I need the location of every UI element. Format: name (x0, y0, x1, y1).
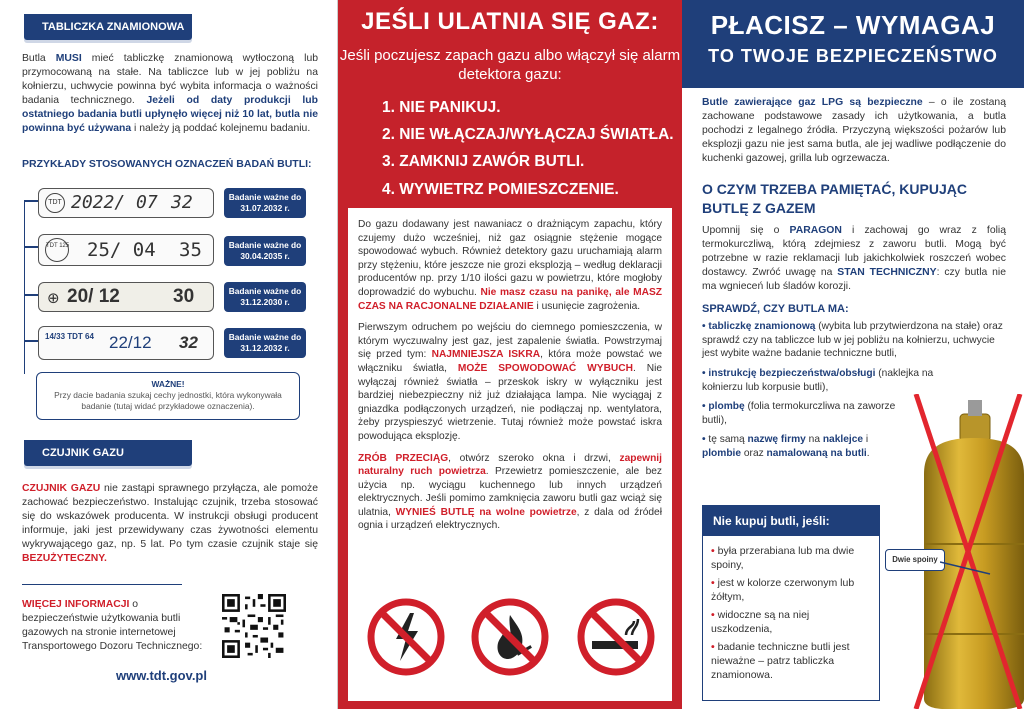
gas-leak-intro: Jeśli poczujesz zapach gazu albo włączył się alarm detektora gazu: (339, 47, 681, 83)
body-paragraph-2: Pierwszym odruchem po wejściu do ciemnego pomieszczenia, w którym wyczuwalny jest gaz, jest zapalenie światła. Powstrzymaj się przed tym: NAJMNIEJSZA ISKRA, która może powstać we włączniku światła, MOŻE SPOWODOWAĆ WYBUCH. Nie wyłączaj również światła – przeskok iskry w wyłączniku jest bardziej niebezpieczny niż już działająca lampa. Nie wyciągaj z gniazdka podłączonych urządzeń, nie podłączaj np. wentylatora, żeby przyspieszyć wietrzenie. Tutaj również może powstać iskra powodująca eksplozję. (358, 322, 663, 442)
do-not-buy-item: • była przerabiana lub ma dwie spoiny, (711, 545, 855, 571)
website-link[interactable]: www.tdt.gov.pl (116, 668, 207, 683)
right-banner (682, 0, 1024, 88)
check-item: • plombę (folia termokurczliwa na zaworze butli), (702, 401, 896, 426)
tabliczka-paragraph: Butla MUSI mieć tabliczkę znamionową wytłoczoną lub przymocowaną na stałe. Na tabliczce lub w jej pobliżu na kołnierzu, uchwycie powinna być wybita informacja o ważności badania technicznego. Jeżeli od daty produkcji lub ostatniego badania butli upłynęło więcej niż 10 lat, butla nie powinna być używana i należy ją poddać kolejnemu badaniu. (22, 53, 318, 134)
two-welds-label: Dwie spoiny (885, 549, 945, 571)
do-not-buy-item: • jest w kolorze czerwonym lub żółtym, (711, 577, 855, 603)
bracket-tick (24, 246, 38, 248)
czujnik-header: CZUJNIK GAZU (24, 440, 192, 466)
body-paragraph-3: ZRÓB PRZECIĄG, otwórz szeroko okna i drzwi, zapewnij naturalny ruch powietrza. Przewietrz pomieszczenie, ale bez użycia np. wyciągu kuchennego lub innych urządzeń elektrycznych. Jeśli pomimo zamknięcia zaworu butli gaz wciąż się ulatnia, WYNIEŚ BUTLĘ na wolne powietrze, z dala od źródeł ognia i urządzeń elektrycznych. (358, 452, 663, 532)
no-smoking-icon (576, 597, 656, 677)
valid-until-badge: Badanie ważne do 31.12.2032 r. (224, 328, 306, 358)
separator (22, 584, 182, 585)
left-column (0, 0, 338, 709)
tabliczka-header: TABLICZKA ZNAMIONOWA (24, 14, 192, 40)
buy-paragraph: Upomnij się o PARAGON i zachowaj go wraz z folią termokurczliwą, którą zdejmiesz z zaworu butli. Mogą być potrzebne w razie reklamacji lub jakichkolwiek roszczeń wobec dostawcy. Zwróć uwagę na STAN TECHNICZNY: czy butla nie ma wgnieceń lub śladów korozji. (702, 225, 1006, 292)
tdt-badge-icon: TDT (45, 193, 65, 213)
prohibition-icons (348, 583, 672, 701)
check-item: • tę samą nazwę firmy na naklejce i plombie oraz namalowaną na butli. (702, 434, 870, 459)
right-column (682, 0, 1024, 709)
body-paragraph-1: Do gazu dodawany jest nawaniacz o drażniącym zapachu, który czujemy dużo wcześniej, niż gaz osiągnie stężenie mogące spowodować wybuch. Również detektory gazu uruchamiają alarm przy stężeniu, które jeszcze nie grozi eksplozją – według deklaracji producentów np. przy 1/10 ilości gazu w powietrzu, które mogłoby doprowadzić do wybuchu. Nie masz czasu na panikę, ale MASZ CZAS NA RACJONALNE DZIAŁANIE i usunięcie zagrożenia. (358, 219, 662, 312)
no-fire-icon (470, 597, 550, 677)
more-info-paragraph: WIĘCEJ INFORMACJI o bezpieczeństwie użytkowania butli gazowych na stronie internetowej Transportowego Dozoru Technicznego: (22, 599, 203, 652)
stamp-example (38, 282, 214, 312)
middle-column (338, 0, 682, 709)
gas-leak-body (348, 208, 672, 583)
gas-leak-title: JEŚLI ULATNIA SIĘ GAZ: (361, 8, 659, 35)
qr-code-icon[interactable] (222, 594, 286, 658)
no-electricity-icon (366, 597, 446, 677)
stamp-number: 32 (171, 192, 193, 213)
stamp-example (38, 188, 214, 218)
right-subtitle: TO TWOJE BEZPIECZEŃSTWO (708, 46, 998, 66)
pointer-arrow-icon (940, 560, 1000, 580)
buy-header: O CZYM TRZEBA PAMIĘTAĆ, KUPUJĄC BUTLĘ Z GAZEM (702, 181, 967, 216)
do-not-buy-item: • badanie techniczne butli jest nieważne – patrz tabliczka znamionowa. (711, 641, 850, 681)
lpg-intro: Butle zawierające gaz LPG są bezpieczne – o ile zostaną zachowane podstawowe zasady ich użytkowania, a butla pochodzi z legalnego źródła. Przyczyną większości pożarów lub eksplozji gazu nie jest sama butla, ale jej wadliwe podłączenie do kuchenki gazowej, grilla lub ogrzewacza. (702, 97, 1006, 164)
czujnik-paragraph: CZUJNIK GAZU nie zastąpi sprawnego przyłącza, ale pomoże zachować bezpieczeństwo. Instalując czujnik, trzeba stosować się do wskazówek producenta. W instrukcji obsługi producent informuje, jaki jest przewidywany czas żywotności elementu wykrywającego gaz, np. 5 lat. Po tym czasie czujnik staje się BEZUŻYTECZNY. (22, 483, 319, 564)
tdt-badge-icon: ⊕ (47, 289, 60, 307)
stamp-date: 25/ 04 (87, 239, 156, 261)
stamp-example (38, 234, 214, 266)
step-3: 3. ZAMKNIJ ZAWÓR BUTLI. (382, 153, 585, 170)
stamp-example (38, 326, 214, 360)
do-not-buy-header: Nie kupuj butli, jeśli: (703, 506, 879, 536)
bracket-tick (24, 340, 38, 342)
stamp-number: 35 (179, 239, 202, 261)
valid-until-badge: Badanie ważne do 31.12.2030 r. (224, 282, 306, 312)
tdt-badge-icon: 14/33 TDT 64 (45, 332, 94, 341)
examples-header: PRZYKŁADY STOSOWANYCH OZNACZEŃ BADAŃ BUTLI: (22, 158, 312, 170)
stamp-number: 32 (179, 333, 198, 352)
do-not-buy-box (702, 505, 880, 701)
step-1: 1. NIE PANIKUJ. (382, 99, 501, 116)
bracket-tick (24, 294, 38, 296)
stamp-date: 20/ 12 (67, 286, 120, 307)
check-item: • tabliczkę znamionową (wybita lub przytwierdzona na stałe) oraz sprawdź czy na tabliczce lub w jej pobliżu na kołnierzu, uchwycie jest wybite ważne badanie techniczne butli, (702, 321, 1003, 359)
stamp-number: 30 (173, 286, 195, 307)
tdt-badge-icon: TDT 125 (45, 238, 69, 262)
right-title: PŁACISZ – WYMAGAJ (710, 10, 996, 40)
bracket-line (24, 200, 25, 374)
step-4: 4. WYWIETRZ POMIESZCZENIE. (382, 181, 619, 198)
important-note: WAŻNE! Przy dacie badania szukaj cechy jednostki, która wykonywała badanie (tutaj widać przykładowe oznaczenia). (36, 372, 300, 420)
step-2: 2. NIE WŁĄCZAJ/WYŁĄCZAJ ŚWIATŁA. (382, 126, 674, 143)
check-item: • instrukcję bezpieczeństwa/obsługi (naklejka na kołnierzu lub korpusie butli), (702, 368, 934, 393)
stamp-date: 2022/ 07 (71, 192, 158, 213)
check-header: SPRAWDŹ, CZY BUTLA MA: (702, 303, 849, 315)
bracket-tick (24, 200, 38, 202)
valid-until-badge: Badanie ważne do 31.07.2032 r. (224, 188, 306, 218)
valid-until-badge: Badanie ważne do 30.04.2035 r. (224, 236, 306, 266)
stamp-date: 22/12 (109, 333, 152, 352)
do-not-buy-item: • widoczne są na niej uszkodzenia, (711, 609, 810, 635)
